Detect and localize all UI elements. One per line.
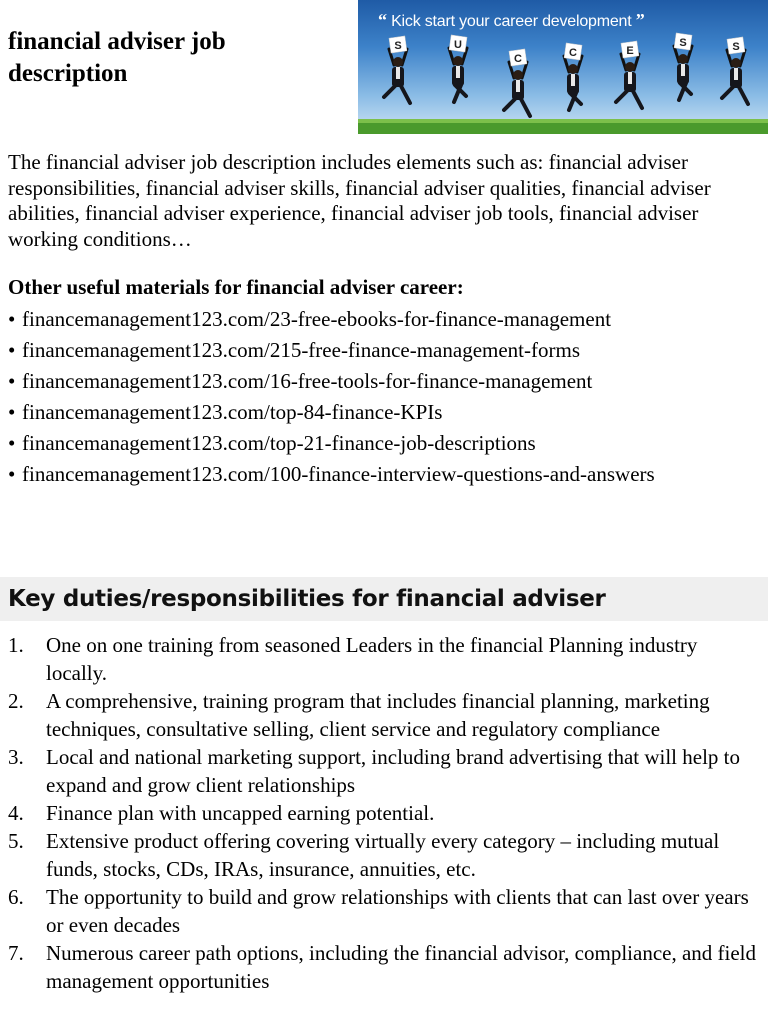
jumping-person [674,33,692,100]
material-link[interactable]: financemanagement123.com/16-free-tools-for-finance-management [22,369,593,393]
duty-text: Numerous career path options, including the financial advisor, compliance, and field management opportunities [46,941,757,993]
person-shirt [571,74,575,86]
duties-heading: Key duties/responsibilities for financial adviser [8,586,606,612]
duty-text: One on one training from seasoned Leaders in the financial Planning industry locally. [46,633,698,685]
person-head [731,58,741,68]
bullet: • [8,307,16,331]
duty-text: Finance plan with uncapped earning potential. [46,801,435,825]
person-leg [521,99,530,116]
jumping-person [722,37,748,104]
person-head [568,64,578,74]
career-banner-image [358,0,768,134]
person-leg [616,91,627,102]
person-shirt [734,68,738,80]
person-leg [504,99,515,110]
duty-text: Extensive product offering covering virtually every category – including mutual funds, stocks, CDs, IRAs, insurance, annuities, etc. [46,829,720,881]
jumping-person [564,43,582,110]
duty-number: 5. [8,829,24,853]
duty-text: The opportunity to build and grow relationships with clients that can last over years or even decades [46,885,749,937]
bullet: • [8,369,16,393]
person-shirt [456,66,460,78]
close-quote-mark: ” [635,10,645,30]
materials-link-list [8,304,655,490]
jumping-people-group [384,33,748,116]
person-leg [739,87,748,104]
person-head [625,62,635,72]
bullet: • [8,462,16,486]
banner-quote [378,10,645,31]
duties-list [8,631,760,995]
person-shirt [681,64,685,76]
person-shirt [396,67,400,79]
person-shirt [628,72,632,84]
duty-item [8,631,760,687]
jumping-person [449,35,467,102]
duty-item [8,827,760,883]
letter-card-text: S [679,37,687,49]
open-quote-mark: “ [378,10,387,30]
duty-item [8,799,760,827]
duties-section-header [0,577,768,621]
list-item[interactable] [8,459,655,490]
list-item[interactable] [8,397,655,428]
person-leg [722,87,733,98]
duty-item [8,883,760,939]
list-item[interactable] [8,366,655,397]
letter-card-text: S [394,40,402,52]
bullet: • [8,338,16,362]
banner-quote-text: Kick start your career development [391,13,632,30]
duty-number: 2. [8,689,24,713]
grass-strip [358,122,768,134]
material-link[interactable]: financemanagement123.com/215-free-finance-management-forms [22,338,580,362]
duty-number: 6. [8,885,24,909]
person-leg [633,91,642,108]
duty-item [8,939,760,995]
person-head [678,54,688,64]
intro-paragraph: The financial adviser job description includes elements such as: financial adviser responsibilities, financial adviser skills, financial adviser qualities, financial adviser abilities, financial adviser experience, financial adviser job tools, financial adviser working conditions… [8,150,711,251]
page-title: financial adviser job description [8,28,226,87]
jumping-person [384,36,410,103]
material-link[interactable]: financemanagement123.com/top-84-finance-KPIs [22,400,443,424]
letter-card-text: S [732,41,740,53]
jumping-person [504,49,530,116]
letter-card-text: E [626,45,634,57]
person-head [453,56,463,66]
person-leg [401,86,410,103]
list-item[interactable] [8,304,655,335]
person-shirt [516,80,520,92]
bullet: • [8,431,16,455]
person-leg [384,86,395,97]
person-head [513,70,523,80]
grass-highlight [358,119,768,123]
list-item[interactable] [8,428,655,459]
duty-text: Local and national marketing support, including brand advertising that will help to expand and grow client relationships [46,745,741,797]
person-head [393,57,403,67]
material-link[interactable]: financemanagement123.com/top-21-finance-job-descriptions [22,431,536,455]
jumping-person [616,41,642,108]
duty-number: 7. [8,941,24,965]
letter-card-text: C [569,47,577,59]
list-item[interactable] [8,335,655,366]
duty-number: 1. [8,633,24,657]
duty-number: 3. [8,745,24,769]
duty-item [8,687,760,743]
letter-card-text: C [514,53,522,65]
letter-card-text: U [454,39,462,51]
material-link[interactable]: financemanagement123.com/100-finance-interview-questions-and-answers [22,462,655,486]
duty-item [8,743,760,799]
duty-number: 4. [8,801,24,825]
duty-text: A comprehensive, training program that includes financial planning, marketing techniques, consultative selling, client service and regulatory compliance [46,689,710,741]
bullet: • [8,400,16,424]
material-link[interactable]: financemanagement123.com/23-free-ebooks-for-finance-management [22,307,612,331]
materials-heading: Other useful materials for financial adviser career: [8,275,464,299]
